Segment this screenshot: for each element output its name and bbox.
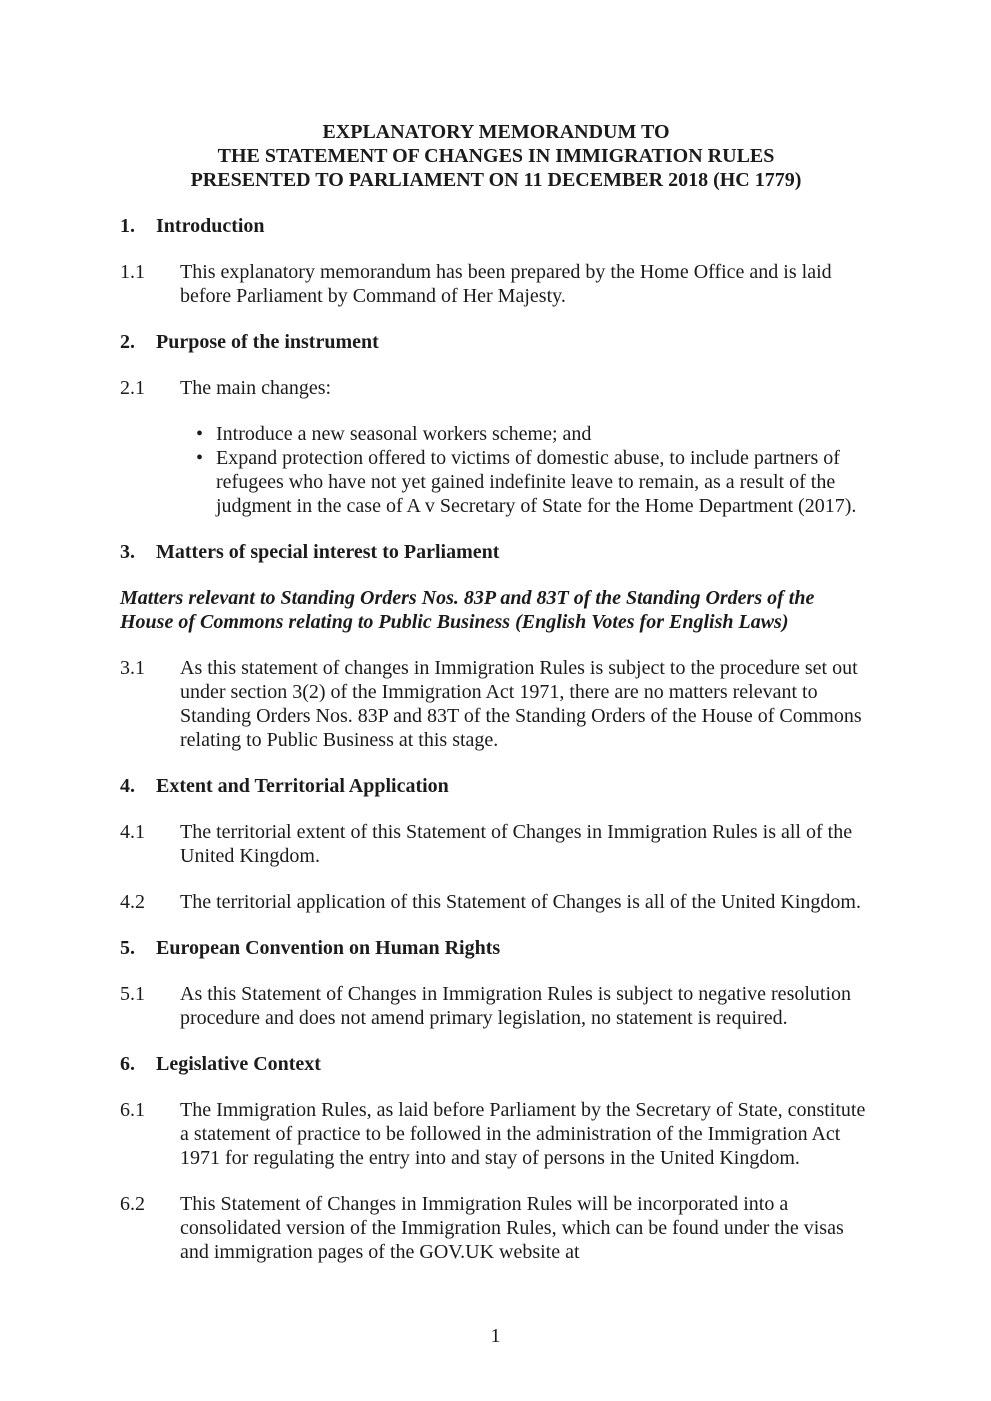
title-line-1: EXPLANATORY MEMORANDUM TO: [322, 121, 670, 143]
para-number: 6.2: [120, 1193, 145, 1215]
heading-number: 6.: [120, 1053, 135, 1075]
para-number: 5.1: [120, 983, 145, 1005]
heading-label: European Convention on Human Rights: [156, 937, 501, 959]
heading-number: 1.: [120, 215, 135, 237]
paragraph-4-1: [120, 820, 872, 868]
paragraph-4-2: [120, 890, 872, 914]
document-content: [120, 120, 872, 1286]
heading-label: Purpose of the instrument: [156, 331, 379, 353]
bullet-list: [120, 422, 872, 518]
paragraph-5-1: [120, 982, 872, 1030]
section-heading-purpose: [120, 330, 872, 354]
section-heading-special-interest: [120, 540, 872, 564]
para-number: 1.1: [120, 261, 145, 283]
paragraph-3-1: [120, 656, 872, 752]
section-heading-introduction: [120, 214, 872, 238]
para-number: 2.1: [120, 377, 145, 399]
paragraph-6-2: [120, 1192, 872, 1264]
subheading-line-1: Matters relevant to Standing Orders Nos. 83P and 83T of the Standing Orders of the: [120, 587, 815, 609]
paragraph-1-1: [120, 260, 872, 308]
heading-label: Introduction: [156, 215, 265, 237]
subheading-line-2: House of Commons relating to Public Business (English Votes for English Laws): [120, 611, 789, 633]
heading-number: 3.: [120, 541, 135, 563]
paragraph-6-1: [120, 1098, 872, 1170]
document-title: [120, 120, 872, 192]
section-heading-echr: [120, 936, 872, 960]
page-number: 1: [490, 1325, 501, 1347]
para-text: This Statement of Changes in Immigration Rules will be incorporated into a consolidated version of the Immigration Rules, which can be found under the visas and immigration pages of the GOV.UK website at: [180, 1193, 844, 1263]
section-heading-legislative-context: [120, 1052, 872, 1076]
title-line-2: THE STATEMENT OF CHANGES IN IMMIGRATION RULES: [217, 145, 775, 167]
para-text: The Immigration Rules, as laid before Parliament by the Secretary of State, constitute a statement of practice to be followed in the administration of the Immigration Act 1971 for regulating the entry into and stay of persons in the United Kingdom.: [180, 1099, 866, 1169]
para-number: 3.1: [120, 657, 145, 679]
para-number: 4.2: [120, 891, 145, 913]
bullet-item: • Introduce a new seasonal workers scheme; and: [120, 422, 872, 446]
heading-number: 5.: [120, 937, 135, 959]
heading-label: Legislative Context: [156, 1053, 321, 1075]
heading-number: 2.: [120, 331, 135, 353]
heading-number: 4.: [120, 775, 135, 797]
para-text: The main changes:: [180, 377, 332, 399]
title-line-3: PRESENTED TO PARLIAMENT ON 11 DECEMBER 2018 (HC 1779): [190, 169, 802, 191]
heading-label: Matters of special interest to Parliament: [156, 541, 500, 563]
para-text: The territorial application of this Statement of Changes is all of the United Kingdom.: [180, 891, 861, 913]
para-number: 6.1: [120, 1099, 145, 1121]
section-heading-extent: [120, 774, 872, 798]
para-number: 4.1: [120, 821, 145, 843]
heading-label: Extent and Territorial Application: [156, 775, 449, 797]
para-text: As this statement of changes in Immigration Rules is subject to the procedure set out under section 3(2) of the Immigration Act 1971, there are no matters relevant to Standing Orders Nos. 83P and 83T of the Standing Orders of the House of Commons relating to Public Business at this stage.: [180, 657, 862, 751]
standing-orders-subheading: [120, 586, 872, 634]
para-text: The territorial extent of this Statement of Changes in Immigration Rules is all of the United Kingdom.: [180, 821, 853, 867]
para-text: As this Statement of Changes in Immigration Rules is subject to negative resolution procedure and does not amend primary legislation, no statement is required.: [180, 983, 852, 1029]
para-text: This explanatory memorandum has been prepared by the Home Office and is laid before Parliament by Command of Her Majesty.: [180, 261, 832, 307]
paragraph-2-1: [120, 376, 872, 400]
bullet-item: • Expand protection offered to victims of domestic abuse, to include partners of refugees who have not yet gained indefinite leave to remain, as a result of the judgment in the case of A v Secretary of State for the Home Department (2017).: [120, 446, 872, 518]
